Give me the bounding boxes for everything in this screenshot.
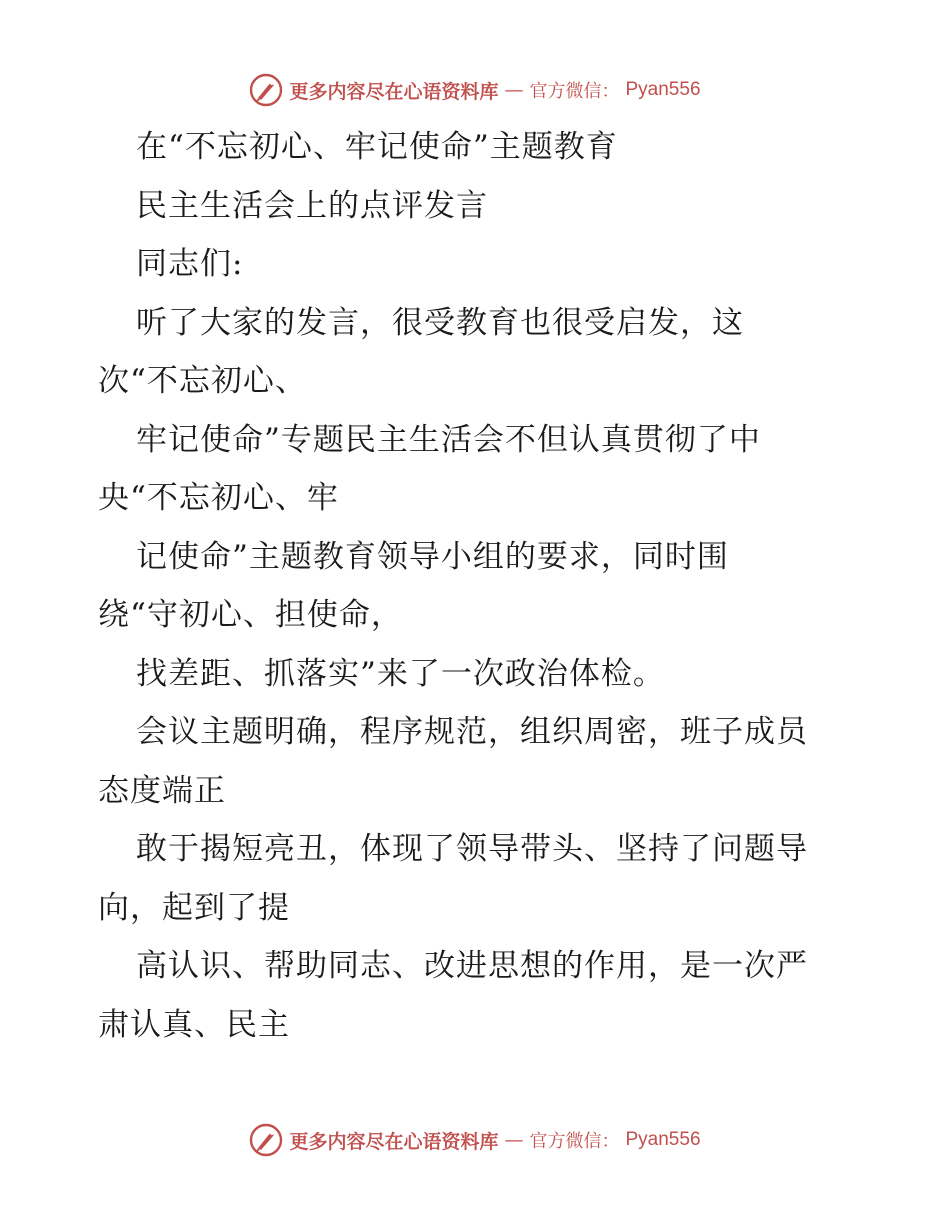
banner-wechat-id: Pyan556 xyxy=(625,79,701,100)
paragraph-line: 向，起到了提 xyxy=(98,889,290,926)
paragraph-line: 态度端正 xyxy=(98,772,226,809)
salutation: 同志们: xyxy=(136,246,244,282)
paragraph-line: 高认识、帮助同志、改进思想的作用，是一次严 xyxy=(136,948,808,984)
paragraph-line: 找差距、抓落实”来了一次政治体检。 xyxy=(136,655,665,692)
document-body xyxy=(98,118,858,1054)
paragraph-line: 肃认真、民主 xyxy=(98,1006,290,1043)
banner-wechat-id: Pyan556 xyxy=(625,1129,701,1150)
banner-wechat-label: 官方微信： xyxy=(529,81,620,102)
paragraph-line: 会议主题明确，程序规范，组织周密，班子成员 xyxy=(136,714,808,750)
paragraph-line: 听了大家的发言，很受教育也很受启发，这 xyxy=(136,304,744,341)
banner-site-name: 更多内容尽在心语资料库 xyxy=(289,1130,499,1153)
quill-pen-icon xyxy=(249,1123,283,1157)
document-title-line-2: 民主生活会上的点评发言 xyxy=(136,187,488,224)
paragraph-line: 央“不忘初心、牢 xyxy=(98,480,339,516)
paragraph-line: 绕“守初心、担使命， xyxy=(98,597,403,633)
banner-site-name: 更多内容尽在心语资料库 xyxy=(289,80,499,103)
paragraph-line: 记使命”主题教育领导小组的要求，同时围 xyxy=(136,538,729,575)
paragraph-line: 敢于揭短亮丑，体现了领导带头、坚持了问题导 xyxy=(136,831,808,867)
quill-pen-icon xyxy=(249,73,283,107)
paragraph-line: 牢记使命”专题民主生活会不但认真贯彻了中 xyxy=(136,421,761,458)
document-title-line-1: 在“不忘初心、牢记使命”主题教育 xyxy=(136,129,618,165)
banner-separator: — xyxy=(504,79,524,101)
banner-separator: — xyxy=(504,1129,524,1151)
paragraph-line: 次“不忘初心、 xyxy=(98,363,307,399)
header-watermark-banner xyxy=(0,70,950,110)
footer-watermark-banner xyxy=(0,1120,950,1160)
banner-wechat-label: 官方微信： xyxy=(529,1131,620,1152)
